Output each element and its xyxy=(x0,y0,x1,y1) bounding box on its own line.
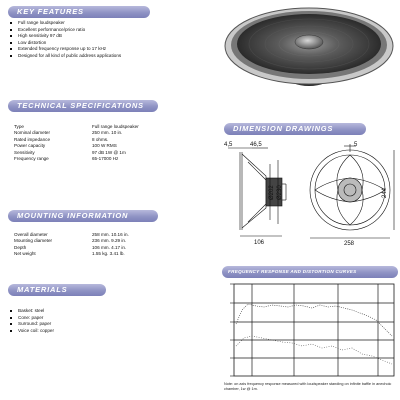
chart-frame xyxy=(234,284,394,376)
mount-label: Depth xyxy=(14,244,27,250)
mount-value: 236 mm. 9.29 in. xyxy=(92,238,127,244)
frequency-response-header: FREQUENCY RESPONSE AND DISTORTION CURVES xyxy=(222,266,398,278)
spec-value: 65-17000 Hz xyxy=(92,156,119,162)
dim-offset-b: 46,5 xyxy=(250,142,262,148)
mount-label: Mounting diameter xyxy=(14,238,53,244)
key-features-header: KEY FEATURES xyxy=(8,6,150,18)
spec-label: Rated impedance xyxy=(14,136,51,142)
list-item: Voice coil: copper xyxy=(8,328,54,335)
spec-label: Type xyxy=(14,124,24,129)
list-item: Low distortion xyxy=(8,40,121,47)
mounting-table xyxy=(14,232,129,258)
spec-label: Frequency range xyxy=(14,156,49,162)
mount-value: 258 mm. 10.16 in. xyxy=(92,232,129,237)
mount-label: Overall diameter xyxy=(14,232,48,237)
mount-value: 106 mm. 4.17 in. xyxy=(92,244,127,250)
dim-offset-a: 4,5 xyxy=(224,142,233,148)
dim-depth: 106 xyxy=(254,240,265,246)
spec-value: 100 W RMS xyxy=(92,143,117,149)
features-list xyxy=(8,20,121,59)
spec-label: Power capacity xyxy=(14,143,46,149)
dim-d1: Ø202 xyxy=(269,185,275,200)
list-item: Surround: paper xyxy=(8,321,54,328)
list-item: High sensitivity 97 dB xyxy=(8,33,121,40)
response-curve xyxy=(236,304,392,336)
list-item: Full range loudspeaker xyxy=(8,20,121,27)
list-item: Excellent performance/price ratio xyxy=(8,27,121,34)
list-item: Basket: steel xyxy=(8,308,54,315)
mounting-information-header: MOUNTING INFORMATION xyxy=(8,210,158,222)
dimension-drawings-header: DIMENSION DRAWINGS xyxy=(224,123,366,135)
dim-height: 244 xyxy=(382,187,388,198)
spec-value: Full range loudspeaker xyxy=(92,124,139,129)
measurement-note: Note: on axis frequency response measured with loudspeaker standing on infinite baffle in anechoic chamber, 1w @ 1m. xyxy=(224,382,392,391)
mount-label: Net weight xyxy=(14,251,36,257)
materials-list xyxy=(8,308,54,334)
list-item: Designed for all kind of public address applications xyxy=(8,53,121,60)
spec-value: 97 dB 1W @ 1m xyxy=(92,149,126,155)
dimension-drawing xyxy=(222,140,398,246)
list-item: Extended frequency response up to 17 kHz xyxy=(8,46,121,53)
technical-specs-table xyxy=(14,124,139,162)
technical-specifications-header: TECHNICAL SPECIFICATIONS xyxy=(8,100,158,112)
spec-label: Nominal diameter xyxy=(14,130,50,136)
list-item: Cone: paper xyxy=(8,315,54,322)
spec-value: 250 mm. 10 in. xyxy=(92,130,123,136)
speaker-photo xyxy=(220,2,398,100)
dim-d2: Ø230 xyxy=(277,185,283,200)
spec-label: Sensitivity xyxy=(14,149,35,155)
dim-width: 258 xyxy=(344,241,355,246)
spec-value: 8 ohms. xyxy=(92,136,109,142)
table-row xyxy=(14,251,129,257)
chart-grid xyxy=(234,284,394,376)
materials-header: MATERIALS xyxy=(8,284,106,296)
frequency-response-chart xyxy=(222,280,398,380)
mount-value: 1.55 kg. 3.41 lb. xyxy=(92,251,125,257)
table-row xyxy=(14,156,139,162)
dim-slot: 5 xyxy=(354,142,358,148)
